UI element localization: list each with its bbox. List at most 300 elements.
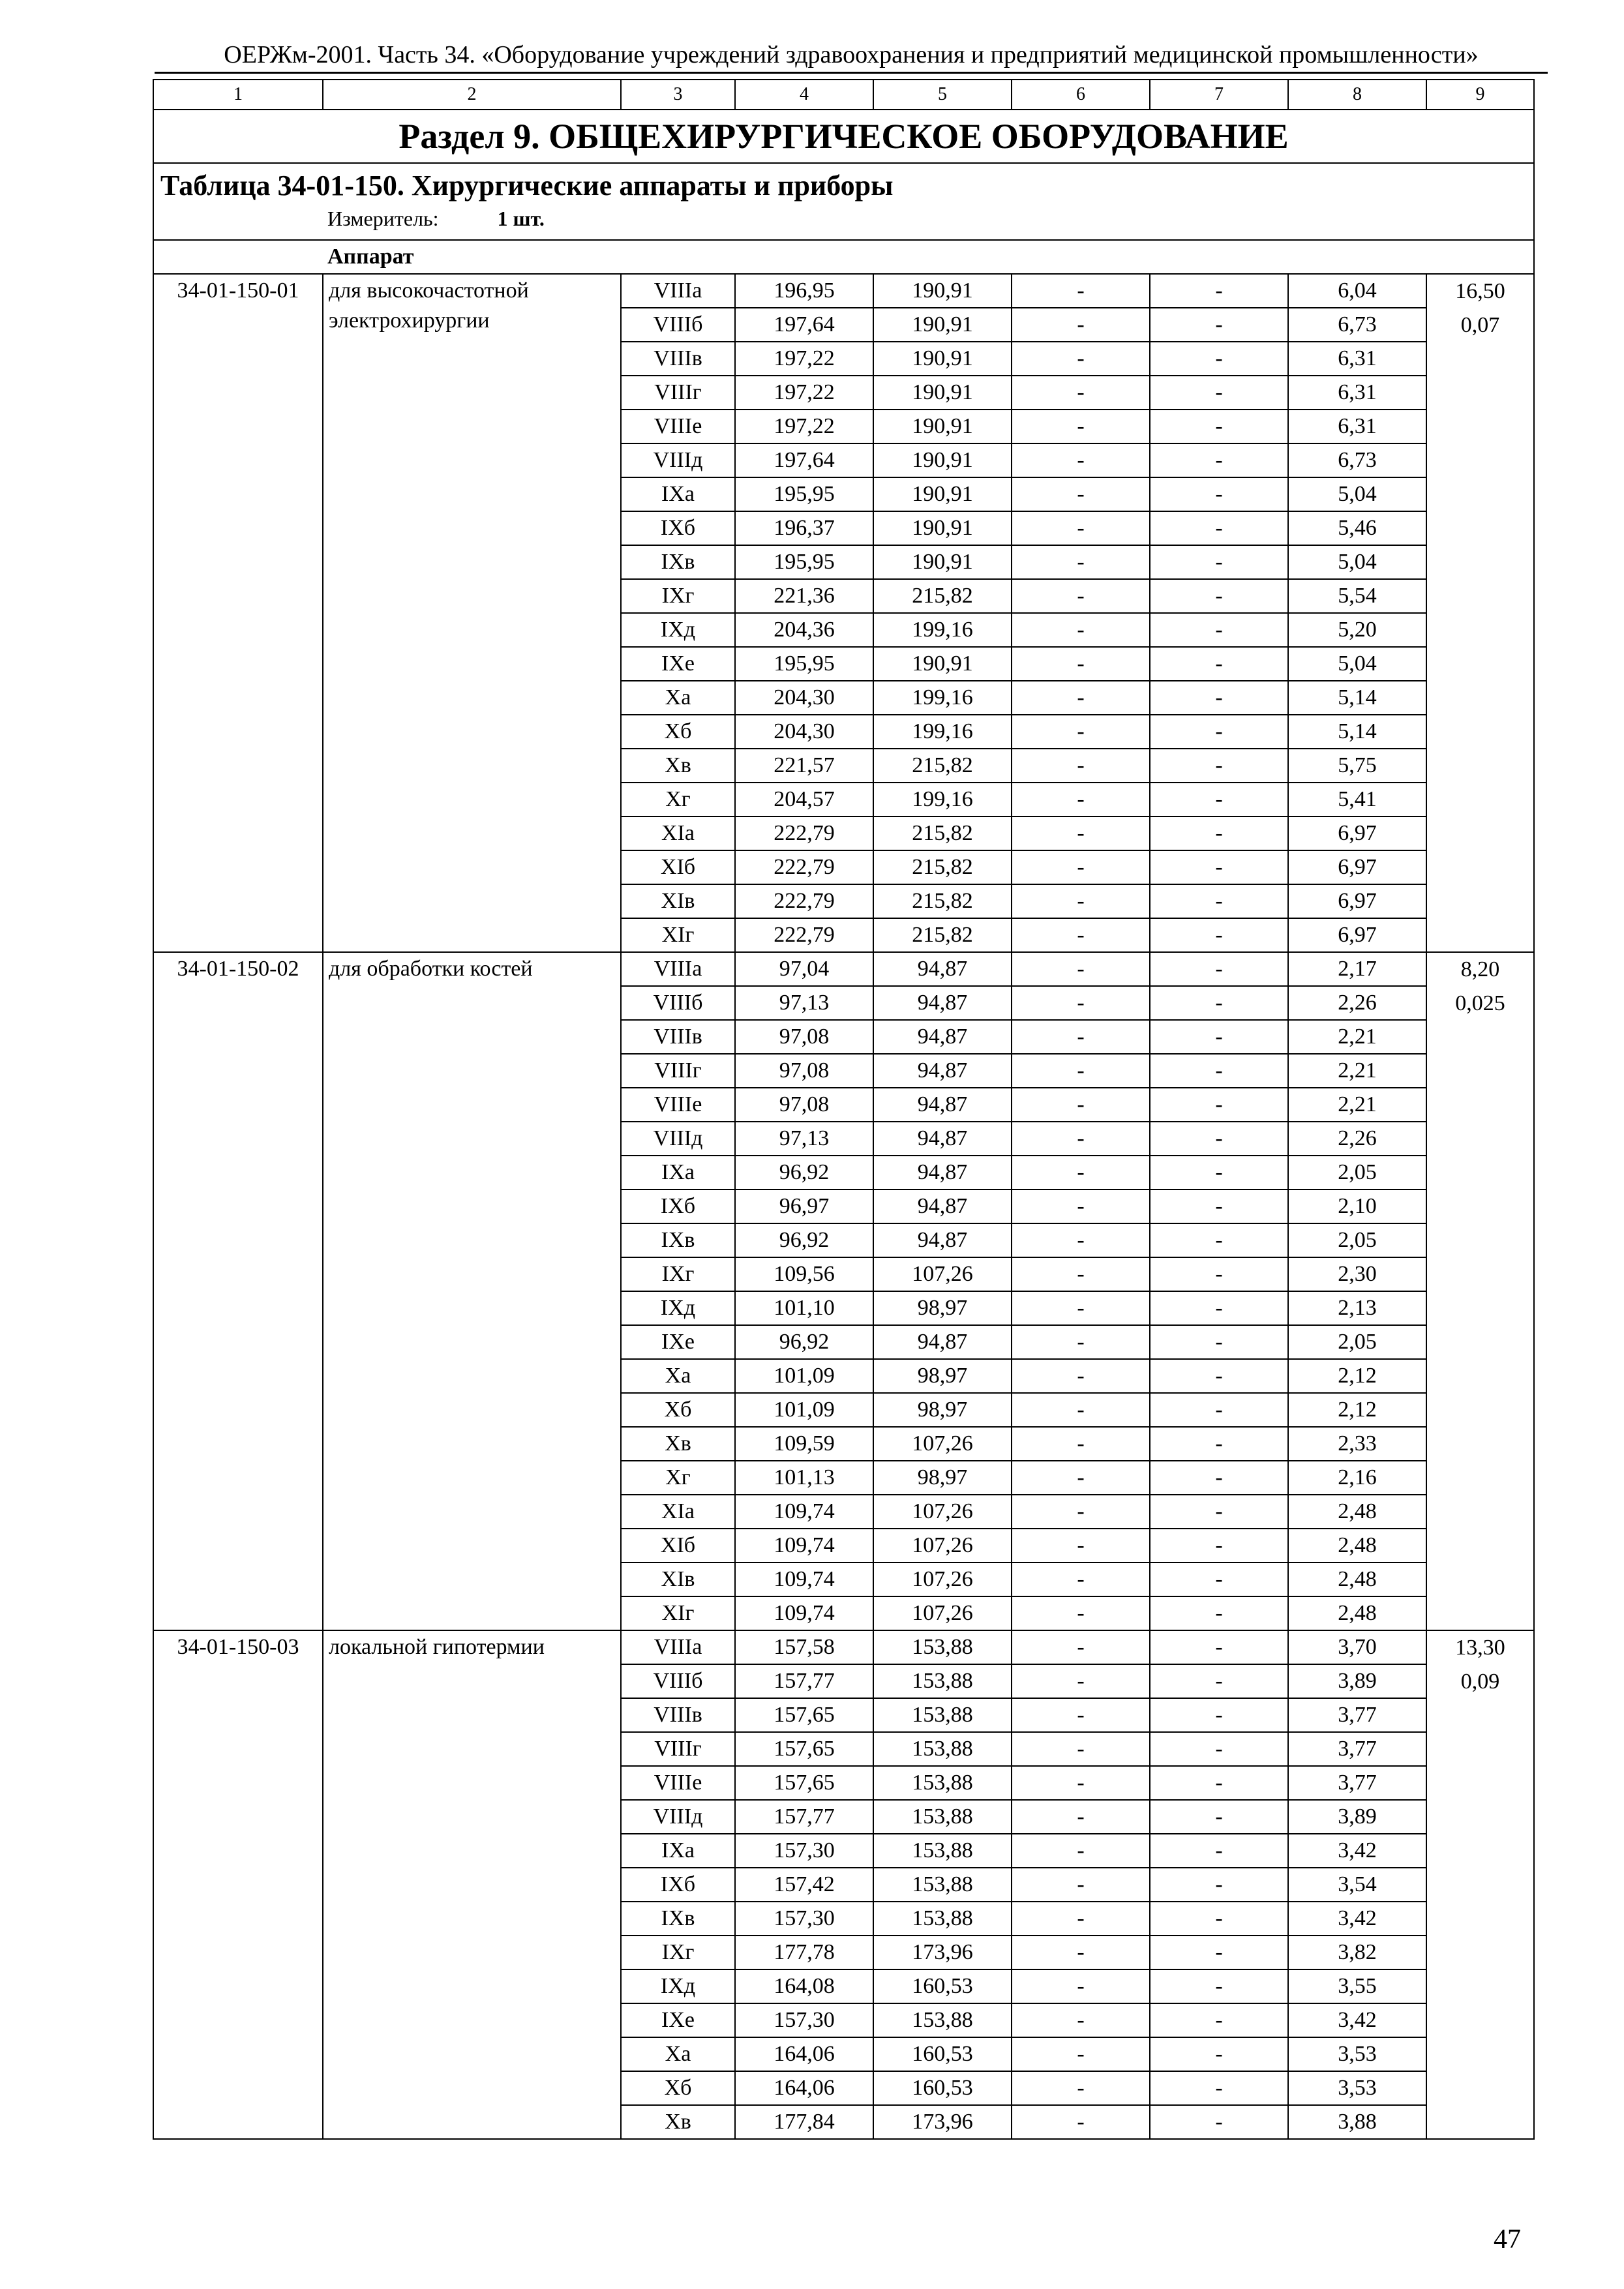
zone-cell: Xг	[621, 783, 735, 816]
group-label: Аппарат	[153, 240, 1534, 274]
value-cell: -	[1012, 884, 1150, 918]
value-cell: 153,88	[873, 2003, 1012, 2037]
column-9-value: 0,09	[1460, 1669, 1500, 1694]
value-cell: 5,14	[1288, 681, 1426, 715]
value-cell: -	[1150, 783, 1288, 816]
value-cell: 215,82	[873, 850, 1012, 884]
value-cell: 2,05	[1288, 1156, 1426, 1189]
value-cell: -	[1012, 1088, 1150, 1122]
zone-cell: VIIIа	[621, 1630, 735, 1664]
value-cell: -	[1012, 376, 1150, 410]
value-cell: -	[1012, 1223, 1150, 1257]
value-cell: -	[1012, 342, 1150, 376]
value-cell: 101,09	[735, 1359, 873, 1393]
zone-cell: IXд	[621, 613, 735, 647]
value-cell: -	[1150, 1495, 1288, 1529]
value-cell: 3,77	[1288, 1698, 1426, 1732]
column-9-value: 0,07	[1460, 313, 1500, 337]
value-cell: 164,06	[735, 2071, 873, 2105]
value-cell: -	[1012, 579, 1150, 613]
value-cell: 190,91	[873, 443, 1012, 477]
value-cell: -	[1012, 986, 1150, 1020]
value-cell: 96,92	[735, 1325, 873, 1359]
value-cell: -	[1012, 1325, 1150, 1359]
value-cell: 2,05	[1288, 1325, 1426, 1359]
value-cell: 215,82	[873, 918, 1012, 952]
value-cell: 3,53	[1288, 2037, 1426, 2071]
value-cell: 190,91	[873, 274, 1012, 308]
value-cell: 2,48	[1288, 1563, 1426, 1596]
value-cell: -	[1150, 545, 1288, 579]
value-cell: -	[1012, 1257, 1150, 1291]
value-cell: 98,97	[873, 1461, 1012, 1495]
value-cell: 190,91	[873, 410, 1012, 443]
value-cell: 107,26	[873, 1596, 1012, 1630]
column-9-cell	[1426, 952, 1534, 1630]
value-cell: -	[1150, 1563, 1288, 1596]
zone-cell: VIIIд	[621, 1122, 735, 1156]
value-cell: 153,88	[873, 1766, 1012, 1800]
value-cell: 6,31	[1288, 376, 1426, 410]
value-cell: -	[1012, 1122, 1150, 1156]
column-9-cell	[1426, 274, 1534, 952]
value-cell: 3,89	[1288, 1664, 1426, 1698]
value-cell: -	[1012, 816, 1150, 850]
column-number: 5	[873, 80, 1012, 110]
table-row	[153, 952, 1534, 986]
value-cell: 157,30	[735, 1902, 873, 1936]
column-number: 8	[1288, 80, 1426, 110]
value-cell: 199,16	[873, 613, 1012, 647]
value-cell: -	[1150, 1461, 1288, 1495]
value-cell: 157,65	[735, 1766, 873, 1800]
value-cell: -	[1150, 2037, 1288, 2071]
value-cell: 157,58	[735, 1630, 873, 1664]
zone-cell: IXд	[621, 1291, 735, 1325]
value-cell: -	[1150, 1766, 1288, 1800]
value-cell: -	[1150, 410, 1288, 443]
zone-cell: Xа	[621, 1359, 735, 1393]
value-cell: 3,82	[1288, 1936, 1426, 1969]
zone-cell: IXв	[621, 1223, 735, 1257]
section-row	[153, 110, 1534, 163]
value-cell: -	[1012, 1054, 1150, 1088]
value-cell: 160,53	[873, 2037, 1012, 2071]
value-cell: 195,95	[735, 647, 873, 681]
zone-cell: VIIIг	[621, 1054, 735, 1088]
table-row	[153, 1630, 1534, 1664]
value-cell: 204,30	[735, 681, 873, 715]
value-cell: 94,87	[873, 1189, 1012, 1223]
item-name: для высокочастотной электрохирургии	[323, 274, 621, 952]
zone-cell: Xб	[621, 2071, 735, 2105]
value-cell: 101,09	[735, 1393, 873, 1427]
value-cell: -	[1150, 1596, 1288, 1630]
value-cell: 97,13	[735, 986, 873, 1020]
value-cell: 199,16	[873, 681, 1012, 715]
zone-cell: Xв	[621, 2105, 735, 2139]
value-cell: 195,95	[735, 477, 873, 511]
value-cell: -	[1150, 884, 1288, 918]
value-cell: 5,04	[1288, 477, 1426, 511]
value-cell: -	[1150, 274, 1288, 308]
zone-cell: XIв	[621, 884, 735, 918]
value-cell: -	[1012, 443, 1150, 477]
value-cell: 6,31	[1288, 342, 1426, 376]
value-cell: 215,82	[873, 884, 1012, 918]
table-title-row	[153, 163, 1534, 240]
value-cell: 2,16	[1288, 1461, 1426, 1495]
zone-cell: IXа	[621, 477, 735, 511]
value-cell: 98,97	[873, 1291, 1012, 1325]
value-cell: 157,65	[735, 1698, 873, 1732]
value-cell: -	[1150, 1156, 1288, 1189]
value-cell: 94,87	[873, 1325, 1012, 1359]
zone-cell: VIIIв	[621, 342, 735, 376]
header-rule	[155, 72, 1548, 74]
column-9-cell	[1426, 1630, 1534, 2139]
item-code: 34-01-150-03	[153, 1630, 323, 2139]
zone-cell: IXе	[621, 2003, 735, 2037]
value-cell: -	[1150, 1122, 1288, 1156]
zone-cell: IXе	[621, 647, 735, 681]
value-cell: 215,82	[873, 579, 1012, 613]
item-name: локальной гипотермии	[323, 1630, 621, 2139]
value-cell: -	[1012, 1020, 1150, 1054]
value-cell: 5,04	[1288, 647, 1426, 681]
column-number: 6	[1012, 80, 1150, 110]
value-cell: 190,91	[873, 308, 1012, 342]
value-cell: -	[1150, 477, 1288, 511]
value-cell: -	[1012, 1156, 1150, 1189]
value-cell: -	[1150, 2105, 1288, 2139]
value-cell: -	[1012, 1664, 1150, 1698]
value-cell: -	[1150, 1088, 1288, 1122]
value-cell: -	[1012, 2037, 1150, 2071]
value-cell: -	[1150, 1529, 1288, 1563]
zone-cell: VIIIв	[621, 1698, 735, 1732]
value-cell: 222,79	[735, 918, 873, 952]
value-cell: 2,13	[1288, 1291, 1426, 1325]
value-cell: 2,26	[1288, 1122, 1426, 1156]
value-cell: 197,22	[735, 342, 873, 376]
value-cell: -	[1012, 1868, 1150, 1902]
item-name: для обработки костей	[323, 952, 621, 1630]
value-cell: 109,74	[735, 1495, 873, 1529]
value-cell: 5,75	[1288, 749, 1426, 783]
value-cell: 157,42	[735, 1868, 873, 1902]
table-title-block	[153, 163, 1534, 240]
value-cell: -	[1150, 850, 1288, 884]
value-cell: -	[1150, 308, 1288, 342]
value-cell: -	[1150, 1427, 1288, 1461]
value-cell: -	[1150, 1800, 1288, 1834]
value-cell: -	[1150, 342, 1288, 376]
value-cell: -	[1012, 1495, 1150, 1529]
value-cell: 5,20	[1288, 613, 1426, 647]
value-cell: 5,54	[1288, 579, 1426, 613]
column-9-value: 13,30	[1455, 1636, 1505, 1660]
value-cell: -	[1150, 1698, 1288, 1732]
value-cell: 2,48	[1288, 1529, 1426, 1563]
value-cell: -	[1012, 1189, 1150, 1223]
value-cell: -	[1150, 1834, 1288, 1868]
value-cell: 190,91	[873, 376, 1012, 410]
zone-cell: XIв	[621, 1563, 735, 1596]
value-cell: 160,53	[873, 1969, 1012, 2003]
value-cell: -	[1012, 511, 1150, 545]
value-cell: -	[1150, 579, 1288, 613]
value-cell: -	[1150, 986, 1288, 1020]
column-9-value: 8,20	[1460, 957, 1500, 981]
zone-cell: XIг	[621, 918, 735, 952]
column-number: 7	[1150, 80, 1288, 110]
value-cell: 222,79	[735, 816, 873, 850]
value-cell: -	[1150, 1936, 1288, 1969]
value-cell: 196,37	[735, 511, 873, 545]
value-cell: 3,42	[1288, 1902, 1426, 1936]
value-cell: -	[1150, 376, 1288, 410]
value-cell: 94,87	[873, 1088, 1012, 1122]
value-cell: 101,13	[735, 1461, 873, 1495]
value-cell: 6,31	[1288, 410, 1426, 443]
value-cell: 153,88	[873, 1834, 1012, 1868]
value-cell: 98,97	[873, 1393, 1012, 1427]
value-cell: 2,17	[1288, 952, 1426, 986]
value-cell: 164,06	[735, 2037, 873, 2071]
value-cell: 109,56	[735, 1257, 873, 1291]
value-cell: -	[1150, 1902, 1288, 1936]
value-cell: 3,89	[1288, 1800, 1426, 1834]
zone-cell: IXб	[621, 1189, 735, 1223]
value-cell: 190,91	[873, 647, 1012, 681]
value-cell: 6,97	[1288, 918, 1426, 952]
value-cell: 107,26	[873, 1427, 1012, 1461]
value-cell: -	[1150, 1359, 1288, 1393]
value-cell: 97,08	[735, 1020, 873, 1054]
value-cell: 157,77	[735, 1664, 873, 1698]
value-cell: -	[1012, 1427, 1150, 1461]
value-cell: 173,96	[873, 1936, 1012, 1969]
zone-cell: IXа	[621, 1156, 735, 1189]
value-cell: -	[1150, 715, 1288, 749]
value-cell: 196,95	[735, 274, 873, 308]
value-cell: 197,22	[735, 410, 873, 443]
value-cell: -	[1150, 443, 1288, 477]
value-cell: 199,16	[873, 783, 1012, 816]
zone-cell: IXа	[621, 1834, 735, 1868]
zone-cell: VIIIд	[621, 1800, 735, 1834]
value-cell: 160,53	[873, 2071, 1012, 2105]
value-cell: -	[1012, 1902, 1150, 1936]
value-cell: 2,26	[1288, 986, 1426, 1020]
value-cell: 221,57	[735, 749, 873, 783]
value-cell: -	[1150, 2071, 1288, 2105]
value-cell: -	[1012, 274, 1150, 308]
value-cell: -	[1012, 918, 1150, 952]
value-cell: -	[1012, 2003, 1150, 2037]
value-cell: 2,05	[1288, 1223, 1426, 1257]
zone-cell: IXб	[621, 511, 735, 545]
value-cell: 107,26	[873, 1257, 1012, 1291]
value-cell: -	[1012, 1936, 1150, 1969]
value-cell: 94,87	[873, 1223, 1012, 1257]
value-cell: 6,73	[1288, 308, 1426, 342]
value-cell: -	[1150, 816, 1288, 850]
value-cell: 109,74	[735, 1563, 873, 1596]
value-cell: 109,74	[735, 1596, 873, 1630]
value-cell: -	[1012, 1359, 1150, 1393]
column-number: 2	[323, 80, 621, 110]
value-cell: 94,87	[873, 1020, 1012, 1054]
table-title: Таблица 34-01-150. Хирургические аппараты и приборы	[160, 170, 894, 202]
zone-cell: VIIIг	[621, 1732, 735, 1766]
value-cell: 3,42	[1288, 2003, 1426, 2037]
value-cell: 6,97	[1288, 884, 1426, 918]
value-cell: 5,41	[1288, 783, 1426, 816]
value-cell: 94,87	[873, 1156, 1012, 1189]
zone-cell: IXд	[621, 1969, 735, 2003]
value-cell: 94,87	[873, 986, 1012, 1020]
zone-cell: Xв	[621, 749, 735, 783]
value-cell: 2,10	[1288, 1189, 1426, 1223]
value-cell: -	[1150, 1291, 1288, 1325]
value-cell: 215,82	[873, 749, 1012, 783]
value-cell: -	[1150, 1630, 1288, 1664]
column-number-row	[153, 80, 1534, 110]
column-number: 4	[735, 80, 873, 110]
value-cell: -	[1012, 1630, 1150, 1664]
column-9-value: 16,50	[1455, 279, 1505, 303]
zone-cell: XIг	[621, 1596, 735, 1630]
value-cell: 157,30	[735, 1834, 873, 1868]
value-cell: -	[1150, 681, 1288, 715]
value-cell: -	[1012, 545, 1150, 579]
value-cell: -	[1150, 2003, 1288, 2037]
value-cell: 97,13	[735, 1122, 873, 1156]
value-cell: -	[1150, 749, 1288, 783]
zone-cell: IXв	[621, 1902, 735, 1936]
value-cell: -	[1012, 1698, 1150, 1732]
value-cell: -	[1150, 1969, 1288, 2003]
value-cell: -	[1012, 308, 1150, 342]
zone-cell: XIб	[621, 850, 735, 884]
value-cell: 2,21	[1288, 1020, 1426, 1054]
value-cell: 3,77	[1288, 1732, 1426, 1766]
value-cell: 97,08	[735, 1088, 873, 1122]
zone-cell: VIIIб	[621, 1664, 735, 1698]
value-cell: -	[1012, 1732, 1150, 1766]
zone-cell: IXг	[621, 579, 735, 613]
value-cell: 204,57	[735, 783, 873, 816]
value-cell: 197,64	[735, 308, 873, 342]
value-cell: -	[1012, 1766, 1150, 1800]
value-cell: 3,53	[1288, 2071, 1426, 2105]
column-number: 1	[153, 80, 323, 110]
value-cell: -	[1012, 1393, 1150, 1427]
value-cell: 107,26	[873, 1495, 1012, 1529]
value-cell: 3,70	[1288, 1630, 1426, 1664]
value-cell: -	[1012, 647, 1150, 681]
zone-cell: IXб	[621, 1868, 735, 1902]
value-cell: 3,42	[1288, 1834, 1426, 1868]
value-cell: 195,95	[735, 545, 873, 579]
value-cell: 153,88	[873, 1800, 1012, 1834]
zone-cell: XIа	[621, 1495, 735, 1529]
zone-cell: VIIIг	[621, 376, 735, 410]
value-cell: -	[1012, 410, 1150, 443]
value-cell: 197,64	[735, 443, 873, 477]
meter-label: Измеритель:	[327, 207, 439, 230]
value-cell: 173,96	[873, 2105, 1012, 2139]
value-cell: -	[1150, 613, 1288, 647]
value-cell: 153,88	[873, 1732, 1012, 1766]
zone-cell: Xб	[621, 1393, 735, 1427]
value-cell: -	[1150, 1257, 1288, 1291]
value-cell: 109,74	[735, 1529, 873, 1563]
value-cell: -	[1012, 681, 1150, 715]
value-cell: -	[1150, 1732, 1288, 1766]
value-cell: 2,33	[1288, 1427, 1426, 1461]
value-cell: -	[1150, 1054, 1288, 1088]
value-cell: -	[1012, 1834, 1150, 1868]
zone-cell: IXе	[621, 1325, 735, 1359]
value-cell: -	[1012, 2071, 1150, 2105]
zone-cell: Xб	[621, 715, 735, 749]
value-cell: 97,08	[735, 1054, 873, 1088]
value-cell: -	[1012, 1291, 1150, 1325]
value-cell: -	[1012, 749, 1150, 783]
value-cell: -	[1012, 2105, 1150, 2139]
value-cell: 2,12	[1288, 1359, 1426, 1393]
value-cell: 222,79	[735, 850, 873, 884]
value-cell: -	[1150, 1393, 1288, 1427]
item-code: 34-01-150-01	[153, 274, 323, 952]
value-cell: 94,87	[873, 952, 1012, 986]
value-cell: 2,21	[1288, 1054, 1426, 1088]
value-cell: 177,78	[735, 1936, 873, 1969]
meter-value: 1 шт.	[497, 207, 545, 230]
column-number: 3	[621, 80, 735, 110]
value-cell: -	[1150, 511, 1288, 545]
value-cell: -	[1012, 952, 1150, 986]
value-cell: -	[1012, 1596, 1150, 1630]
value-cell: 96,92	[735, 1223, 873, 1257]
value-cell: 190,91	[873, 545, 1012, 579]
value-cell: 6,73	[1288, 443, 1426, 477]
zone-cell: VIIIа	[621, 274, 735, 308]
value-cell: -	[1012, 1800, 1150, 1834]
value-cell: -	[1150, 918, 1288, 952]
item-code: 34-01-150-02	[153, 952, 323, 1630]
value-cell: 101,10	[735, 1291, 873, 1325]
value-cell: 97,04	[735, 952, 873, 986]
value-cell: -	[1012, 1461, 1150, 1495]
value-cell: 2,30	[1288, 1257, 1426, 1291]
value-cell: 153,88	[873, 1630, 1012, 1664]
value-cell: -	[1150, 1189, 1288, 1223]
zone-cell: IXв	[621, 545, 735, 579]
value-cell: -	[1150, 1020, 1288, 1054]
value-cell: -	[1150, 647, 1288, 681]
zone-cell: VIIIб	[621, 986, 735, 1020]
value-cell: 2,12	[1288, 1393, 1426, 1427]
value-cell: 157,77	[735, 1800, 873, 1834]
zone-cell: IXг	[621, 1257, 735, 1291]
zone-cell: VIIIб	[621, 308, 735, 342]
value-cell: 204,36	[735, 613, 873, 647]
value-cell: 157,30	[735, 2003, 873, 2037]
